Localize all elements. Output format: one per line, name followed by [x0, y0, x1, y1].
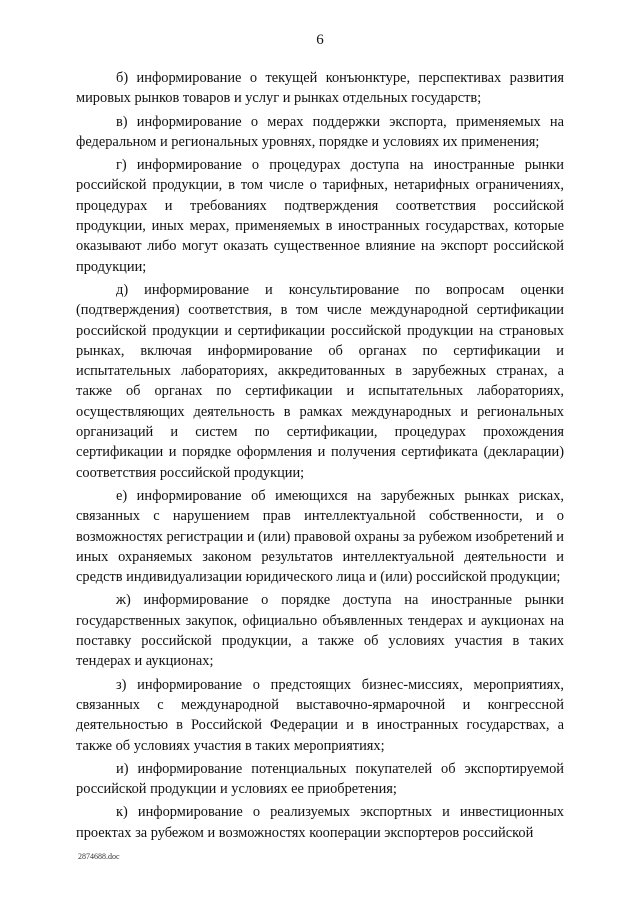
file-name-footer: 2874688.doc	[78, 852, 120, 861]
paragraph-zh: ж) информирование о порядке доступа на иностранные рынки государственных закупок, официально объявленных тендерах и аукционах на поставку российской продукции, а также об условиях участия в таких тендерах и аукционах;	[76, 592, 564, 670]
paragraph-e: е) информирование об имеющихся на зарубежных рынках рисках, связанных с нарушением прав интеллектуальной собственности, и о возможностях регистрации и (или) правовой охраны за рубежом изобретений и иных охраняемых законом результатов интеллектуальной деятельности и средств индивидуализации юридического лица и (или) российской продукции;	[76, 487, 564, 586]
paragraph-i: и) информирование потенциальных покупателей об экспортируемой российской продукции и условиях ее приобретения;	[76, 760, 564, 798]
page-number: 6	[316, 32, 324, 48]
paragraph-g: г) информирование о процедурах доступа на иностранные рынки российской продукции, в том числе о тарифных, нетарифных ограничениях, процедурах и требованиях подтверждения соответствия российской продукции, иных мерах, применяемых в иностранных государствах, которые оказывают либо могут оказать существенное влияние на экспорт российской продукции;	[76, 157, 564, 275]
document-body	[76, 68, 564, 846]
paragraph-b: б) информирование о текущей конъюнктуре, перспективах развития мировых рынков товаров и услуг и рынках отдельных государств;	[76, 70, 564, 107]
paragraph-k: к) информирование о реализуемых экспортных и инвестиционных проектах за рубежом и возможностях кооперации экспортеров российской	[76, 804, 564, 841]
paragraph-z: з) информирование о предстоящих бизнес-миссиях, мероприятиях, связанных с международной выставочно-ярмарочной и конгрессной деятельностью в Российской Федерации и в иностранных государствах, а также об условиях участия в таких мероприятиях;	[76, 676, 564, 754]
paragraph-v: в) информирование о мерах поддержки экспорта, применяемых на федеральном и региональных уровнях, порядке и условиях их применения;	[76, 113, 564, 150]
paragraph-d: д) информирование и консультирование по вопросам оценки (подтверждения) соответствия, в том числе международной сертификации российской продукции и сертификации российской продукции на страновых рынках, включая информирование об органах по сертификации и испытательных лабораториях, аккредитованных в зарубежных странах, а также об органах по сертификации и испытательных лабораториях, осуществляющих деятельность в рамках международных и региональных организаций и систем по сертификации, процедурах прохождения сертификации и порядке оформления и получения сертификата (декларации) соответствия российской продукции;	[76, 281, 564, 481]
